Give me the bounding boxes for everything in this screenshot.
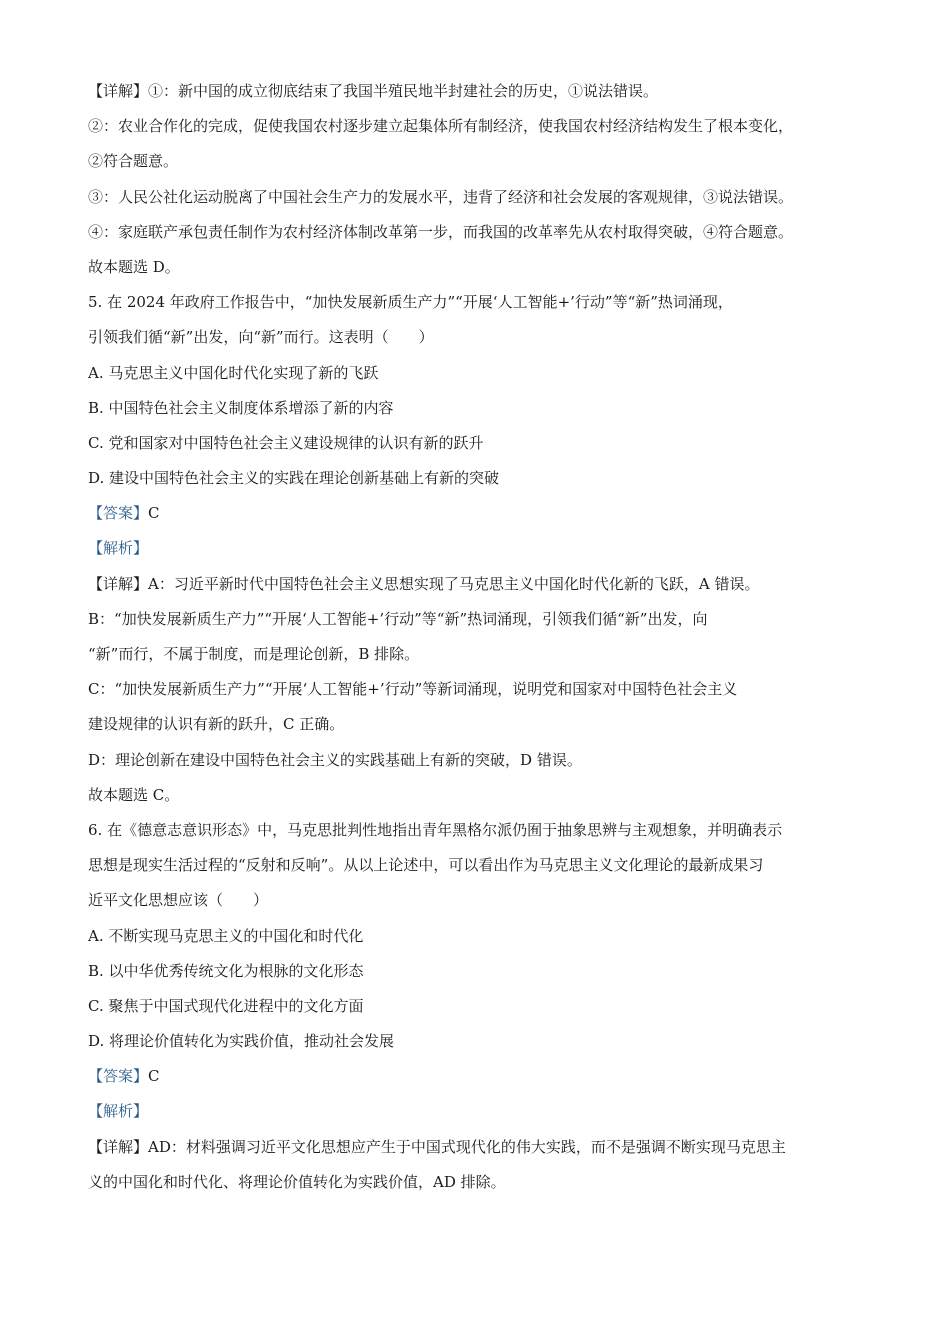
question-6-stem-line-1: 6. 在《德意志意识形态》中，马克思批判性地指出青年黑格尔派仍囿于抽象思辨与主观想象，并明确表示 (88, 820, 783, 839)
question-6-option-d: D. 将理论价值转化为实践价值，推动社会发展 (88, 1032, 395, 1051)
question-5-option-d: D. 建设中国特色社会主义的实践在理论创新基础上有新的突破 (88, 469, 500, 488)
question-5-option-a: A. 马克思主义中国化时代化实现了新的飞跃 (88, 363, 379, 382)
answer-value: C (148, 504, 160, 523)
question-6-answer (88, 1059, 888, 1094)
question-5-detail-3b: 建设规律的认识有新的跃升，C 正确。 (88, 715, 345, 734)
conclusion-text: 故本题选 D。 (88, 257, 180, 276)
detail-paragraph-4: ④：家庭联产承包责任制作为农村经济体制改革第一步，而我国的改革率先从农村取得突破，④符合题意。 (88, 222, 794, 241)
answer-tag: 【答案】 (88, 1067, 149, 1086)
detail-paragraph-1 (88, 74, 888, 109)
question-5-analysis-tag: 【解析】 (88, 539, 149, 558)
question-5-conclusion: 故本题选 C。 (88, 785, 180, 804)
question-6-stem-line-3: 近平文化思想应该（ ） (88, 891, 269, 910)
detail-text: AD：材料强调习近平文化思想应产生于中国式现代化的伟大实践，而不是强调不断实现马克思主 (148, 1137, 786, 1156)
detail-text: A：习近平新时代中国特色社会主义思想实现了马克思主义中国化时代化新的飞跃，A 错误。 (148, 574, 760, 593)
question-5-option-c: C. 党和国家对中国特色社会主义建设规律的认识有新的跃升 (88, 433, 484, 452)
question-5-answer (88, 496, 888, 531)
question-5-detail-3a: C：“加快发展新质生产力”“开展‘人工智能+’行动”等新词涌现，说明党和国家对中国特色社会主义 (88, 680, 738, 699)
question-5-detail-2a: B：“加快发展新质生产力”“开展‘人工智能+’行动”等“新”热词涌现，引领我们循“新”出发，向 (88, 609, 708, 628)
detail-tag: 【详解】 (88, 82, 149, 100)
question-5-stem-line-2: 引领我们循“新”出发，向“新”而行。这表明（ ） (88, 328, 434, 347)
answer-tag: 【答案】 (88, 504, 149, 523)
question-5-stem-line-1: 5. 在 2024 年政府工作报告中，“加快发展新质生产力”“开展‘人工智能+’行动”等“新”热词涌现， (88, 293, 733, 312)
detail-paragraph-2a: ②：农业合作化的完成，促使我国农村逐步建立起集体所有制经济，使我国农村经济结构发生了根本变化， (88, 117, 794, 136)
detail-tag: 【详解】 (88, 574, 149, 593)
question-6-option-b: B. 以中华优秀传统文化为根脉的文化形态 (88, 961, 364, 980)
question-6-option-a: A. 不断实现马克思主义的中国化和时代化 (88, 926, 364, 945)
question-6-detail-1a (88, 1130, 888, 1165)
question-5-detail-4: D：理论创新在建设中国特色社会主义的实践基础上有新的突破，D 错误。 (88, 750, 582, 769)
question-5-detail-2b: “新”而行，不属于制度，而是理论创新，B 排除。 (88, 645, 420, 663)
detail-text: ①：新中国的成立彻底结束了我国半殖民地半封建社会的历史，①说法错误。 (148, 82, 659, 100)
question-6-detail-1b: 义的中国化和时代化、将理论价值转化为实践价值，AD 排除。 (88, 1172, 506, 1191)
question-6-stem-line-2: 思想是现实生活过程的“反射和反响”。从以上论述中，可以看出作为马克思主义文化理论的最新成果习 (88, 856, 764, 875)
question-6-analysis-tag: 【解析】 (88, 1102, 149, 1121)
question-6-option-c: C. 聚焦于中国式现代化进程中的文化方面 (88, 996, 364, 1015)
detail-tag: 【详解】 (88, 1137, 149, 1156)
question-5-option-b: B. 中国特色社会主义制度体系增添了新的内容 (88, 398, 394, 417)
answer-value: C (148, 1067, 160, 1086)
detail-paragraph-3: ③：人民公社化运动脱离了中国社会生产力的发展水平，违背了经济和社会发展的客观规律，③说法错误。 (88, 187, 794, 206)
question-5-detail-1 (88, 567, 888, 602)
detail-paragraph-2b: ②符合题意。 (88, 152, 179, 171)
document-page (88, 74, 888, 1200)
